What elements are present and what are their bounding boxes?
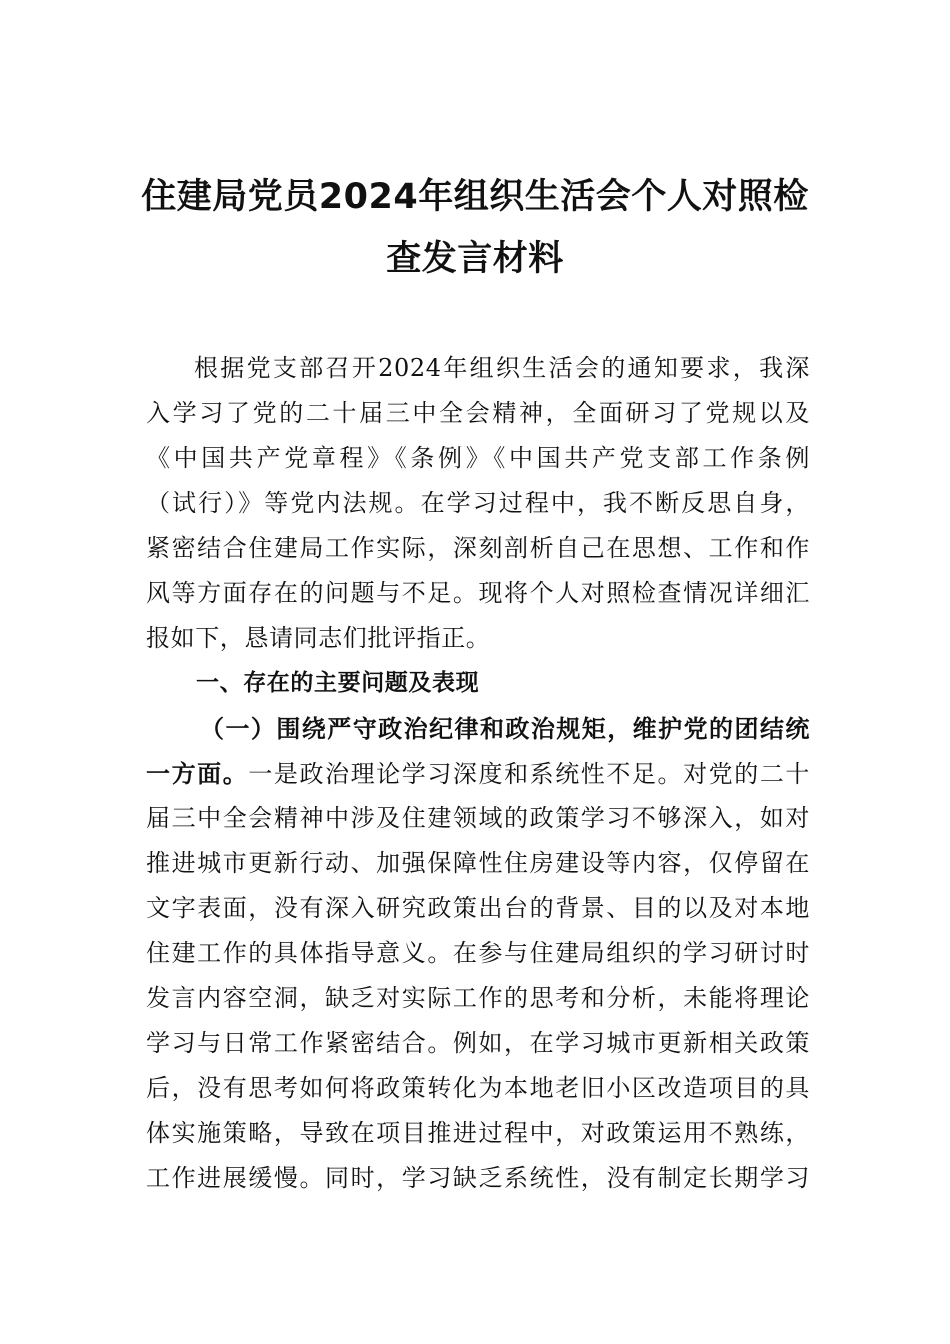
intro-line-1: 根据党支部召开2024年组织生活会的通知要求，我深 [194, 354, 810, 382]
subsection-line-5: 住建工作的具体指导意义。在参与住建局组织的学习研讨时 [146, 939, 810, 967]
subsection-line-1 [146, 751, 810, 796]
intro-line-2: 入学习了党的二十届三中全会精神，全面研习了党规以及 [146, 399, 810, 427]
subsection-line-1-text: 一是政治理论学习深度和系统性不足。对党的二十 [248, 760, 810, 788]
document-title [140, 166, 810, 290]
document-body [146, 346, 810, 1201]
subsection-heading-1-end: 一方面。 [146, 759, 249, 788]
intro-line-6: 风等方面存在的问题与不足。现将个人对照检查情况详细汇 [146, 579, 810, 607]
subsection-heading-1 [146, 706, 810, 751]
subsection-line-9: 体实施策略，导致在项目推进过程中，对政策运用不熟练， [146, 1119, 810, 1147]
subsection-line-6: 发言内容空洞，缺乏对实际工作的思考和分析，未能将理论 [146, 984, 810, 1012]
section-heading-1: 一、存在的主要问题及表现 [196, 670, 480, 696]
intro-line-4: （试行）》等党内法规。在学习过程中，我不断反思自身， [146, 489, 810, 517]
title-line-1: 住建局党员2024年组织生活会个人对照检 [141, 177, 809, 217]
intro-line-7: 报如下，恳请同志们批评指正。 [146, 624, 491, 652]
intro-line-3: 《中国共产党章程》《条例》《中国共产党支部工作条例 [146, 444, 810, 472]
title-line-2: 查发言材料 [386, 239, 564, 279]
subsection-line-3: 推进城市更新行动、加强保障性住房建设等内容，仅停留在 [146, 849, 810, 877]
subsection-line-8: 后，没有思考如何将政策转化为本地老旧小区改造项目的具 [146, 1074, 810, 1102]
subsection-line-10: 工作进展缓慢。同时，学习缺乏系统性，没有制定长期学习 [146, 1164, 810, 1192]
subsection-line-4: 文字表面，没有深入研究政策出台的背景、目的以及对本地 [146, 894, 810, 922]
subsection-line-7: 学习与日常工作紧密结合。例如，在学习城市更新相关政策 [146, 1029, 810, 1057]
intro-line-5: 紧密结合住建局工作实际，深刻剖析自己在思想、工作和作 [146, 534, 810, 562]
subsection-heading-1-text: （一）围绕严守政治纪律和政治规矩，维护党的团结统 [200, 714, 810, 743]
subsection-line-2: 届三中全会精神中涉及住建领域的政策学习不够深入，如对 [146, 804, 810, 832]
